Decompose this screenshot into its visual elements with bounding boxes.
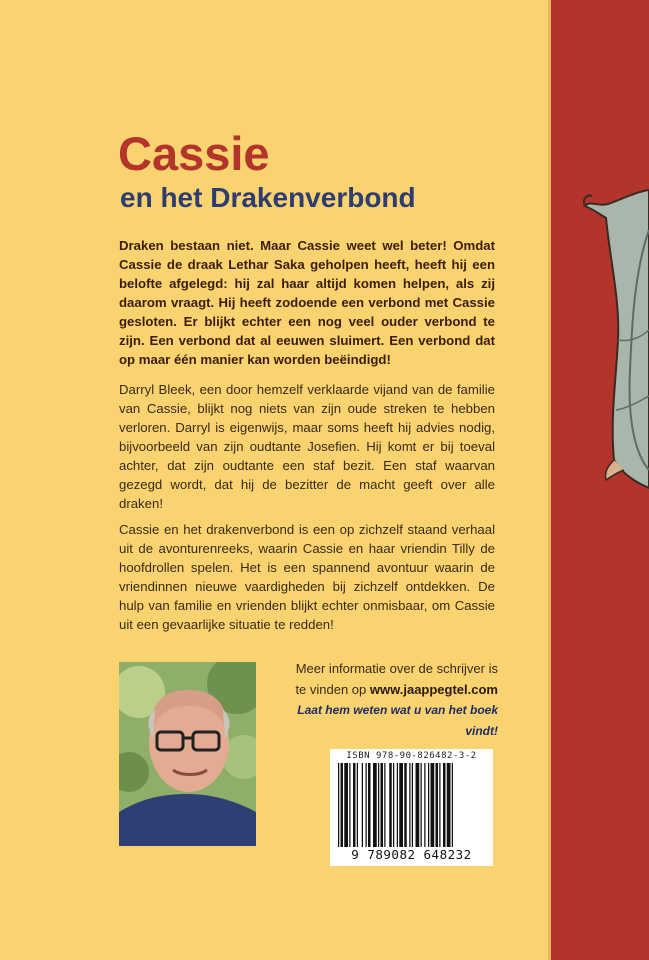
barcode-bar [404, 763, 407, 847]
book-title: Cassie [118, 127, 270, 180]
blurb-paragraph-2: Darryl Bleek, een door hemzelf verklaarde vijand van de familie van Cassie, blijkt nog niets van zijn oude streken te hebben verloren. Darryl is eigenwijs, maar soms heeft hij advies nodig, bijvoorbeeld van zijn oudtante Josefien. Hij komt er bij toeval achter, dat zijn oudtante een staf bezit. Een staf waarvan gezegd wordt, dat hij de bezitter de macht geeft over alle draken! [119, 382, 495, 511]
barcode-bar [447, 763, 451, 847]
barcode-bar [341, 763, 344, 847]
barcode-bars [336, 763, 487, 847]
barcode-bar [399, 763, 403, 847]
barcode-bar [378, 763, 379, 847]
barcode-bar [368, 763, 371, 847]
author-info [270, 658, 498, 742]
isbn-label: ISBN 978-90-826482-3-2 [346, 751, 477, 761]
barcode-bar [373, 763, 377, 847]
book-subtitle: en het Drakenverbond [120, 182, 416, 213]
barcode-bar [381, 763, 384, 847]
barcode-bar [421, 763, 422, 847]
barcode-bar [349, 763, 350, 847]
barcode-bar [397, 763, 398, 847]
barcode-bar [436, 763, 439, 847]
barcode-bar [409, 763, 410, 847]
barcode-bar [362, 763, 363, 847]
barcode-bar [384, 763, 385, 847]
blurb-paragraph-1: Draken bestaan niet. Maar Cassie weet wel beter! Omdat Cassie de draak Lethar Saka geholpen heeft, heeft hij een belofte afgelegd: hij zal haar altijd komen helpen, als zij daarom vraagt. Hij heeft zodoende een verbond met Cassie gesloten. Er blijkt echter een nog veel ouder verbond te zijn. Een verbond dat al eeuwen sluimert. Een verbond dat op maar één manier kan worden beëindigd! [119, 238, 495, 367]
barcode-bar [416, 763, 420, 847]
barcode-bar [357, 763, 358, 847]
barcode-bar [389, 763, 392, 847]
ean-number: 9 789082 648232 [351, 847, 472, 862]
info-text-line1: Meer informatie over de schrijver is [295, 661, 498, 676]
barcode-bar [412, 763, 413, 847]
barcode-bar [431, 763, 435, 847]
barcode-bar [452, 763, 453, 847]
barcode-bar [338, 763, 339, 847]
barcode-bar [439, 763, 440, 847]
barcode-bar [443, 763, 446, 847]
barcode-bar [428, 763, 429, 847]
barcode-bar [424, 763, 425, 847]
info-text-line2: te vinden op [295, 682, 370, 697]
author-portrait [119, 662, 256, 846]
barcode-bar [353, 763, 356, 847]
barcode-bar [366, 763, 367, 847]
barcode-bar [393, 763, 394, 847]
author-website-link[interactable]: www.jaappegtel.com [369, 682, 498, 697]
dragon-wing-illustration [580, 170, 649, 510]
feedback-call-to-action: Laat hem weten wat u van het boek vindt! [297, 703, 498, 738]
author-photo [119, 662, 256, 846]
blurb-paragraph-3: Cassie en het drakenverbond is een op zichzelf staand verhaal uit de avonturenreeks, waarin Cassie en haar vriendin Tilly de hoofdrollen spelen. Het is een spannend avontuur waarin de vriendinnen nieuwe vaardigheden bij zichzelf ontdekken. De hulp van familie en vrienden blijkt echter onmisbaar, om Cassie uit een gevaarlijke situatie te redden! [119, 522, 495, 632]
isbn-barcode [330, 749, 493, 866]
barcode-bar [344, 763, 348, 847]
